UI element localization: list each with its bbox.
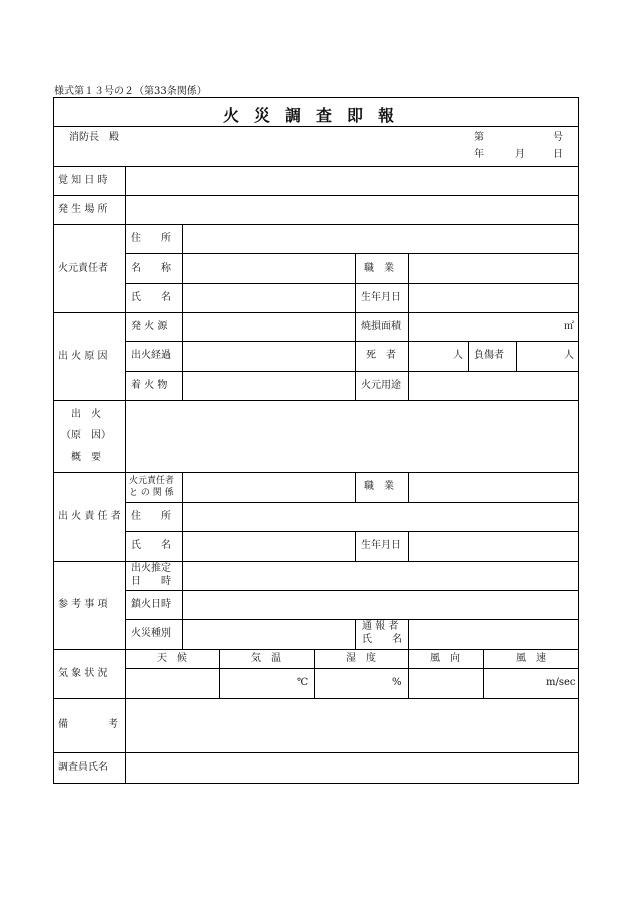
fire-source-person-label: 火元責任者 [58,263,108,274]
est-time-label-1: 出火推定 [131,563,171,574]
grid-line [408,649,409,698]
est-time-label-2: 日 時 [131,576,171,587]
grid-line [468,341,469,371]
grid-line [355,619,356,649]
date-month: 月 [515,149,525,160]
grid-line [314,649,315,698]
grid-line [53,561,579,562]
cause-section-label: 出 火 原 因 [58,351,108,362]
grid-line [408,619,409,649]
investigator-label: 調査員氏名 [58,762,108,773]
weather-section-label: 気 象 状 況 [58,668,108,679]
ignition-process-label: 出火経過 [131,350,171,361]
addressee: 消防長 殿 [69,132,119,143]
fire-type-label: 火災種別 [131,628,171,639]
grid-line [53,224,579,225]
humidity-unit: % [392,677,402,688]
entity-name-label: 名 称 [131,263,171,274]
grid-line [182,224,183,400]
grid-line [408,312,409,400]
reference-section-label: 参 考 事 項 [58,599,108,610]
reporter-label-2: 氏 名 [362,634,402,645]
person-name-label: 氏 名 [131,292,171,303]
first-ignited-label: 着 火 物 [131,380,168,391]
grid-line [53,166,579,167]
reporter-label-1: 通 報 者 [362,621,399,632]
grid-line [125,619,579,620]
grid-line [125,341,579,342]
weather-header: 天 候 [157,653,187,664]
area-unit: ㎡ [564,321,574,332]
responsible-section-label: 出 火 責 任 者 [58,511,121,522]
deaths-label: 死 者 [366,350,396,361]
summary-label-2: （原 因） [61,430,111,441]
wind-speed-header: 風 速 [516,653,546,664]
resp-address-label: 住 所 [131,511,171,522]
date-year: 年 [474,149,484,160]
location-label: 発 生 場 所 [58,204,108,215]
address-label: 住 所 [131,233,171,244]
grid-line [355,531,356,561]
date-day: 日 [553,149,563,160]
remarks-label: 備 考 [58,719,118,730]
grid-line [219,649,220,698]
grid-line [355,472,356,502]
grid-line [182,472,183,649]
grid-line [53,195,579,196]
birthdate-label: 生年月日 [361,292,401,303]
burned-area-label: 焼損面積 [361,321,401,332]
grid-line [53,649,579,650]
grid-line [53,400,579,401]
grid-line [125,668,579,669]
form-number: 様式第１３号の２（第33条関係） [54,86,207,97]
grid-line [125,590,579,591]
resp-name-label: 氏 名 [131,540,171,551]
temperature-header: 気 温 [251,653,281,664]
grid-line [53,126,579,127]
number-suffix: 号 [553,132,563,143]
wind-speed-unit: m/sec [546,677,576,688]
grid-line [125,253,579,254]
relation-label-2: と の 関 係 [129,488,174,498]
resp-occupation-label: 職 業 [364,481,394,492]
grid-line [53,698,579,699]
grid-line [125,531,579,532]
relation-label-1: 火元責任者 [129,476,175,486]
resp-birthdate-label: 生年月日 [361,540,401,551]
humidity-header: 湿 度 [346,653,376,664]
occupation-label: 職 業 [364,263,394,274]
page-title: 火災調査即報 [222,106,410,125]
summary-label-1: 出 火 [71,409,101,420]
summary-label-3: 概 要 [71,452,101,463]
ignition-source-label: 発 火 源 [131,321,168,332]
number-prefix: 第 [474,132,484,143]
grid-line [408,531,409,561]
report-time-label: 覚 知 日 時 [58,175,108,186]
grid-line [408,472,409,502]
grid-line [53,312,579,313]
grid-line [125,283,579,284]
grid-line [125,166,126,784]
grid-line [408,253,409,312]
building-use-label: 火元用途 [361,380,401,391]
grid-line [125,502,579,503]
grid-line [53,752,579,753]
fire-report-form [53,97,579,784]
grid-line [355,253,356,312]
wind-direction-header: 風 向 [430,653,460,664]
injured-label: 負傷者 [474,350,504,361]
grid-line [125,371,579,372]
grid-line [516,341,517,371]
grid-line [53,472,579,473]
deaths-unit: 人 [453,350,463,361]
injured-unit: 人 [564,350,574,361]
grid-line [355,312,356,400]
grid-line [483,649,484,698]
extinguished-time-label: 鎮火日時 [131,599,171,610]
temperature-unit: ℃ [297,677,309,688]
